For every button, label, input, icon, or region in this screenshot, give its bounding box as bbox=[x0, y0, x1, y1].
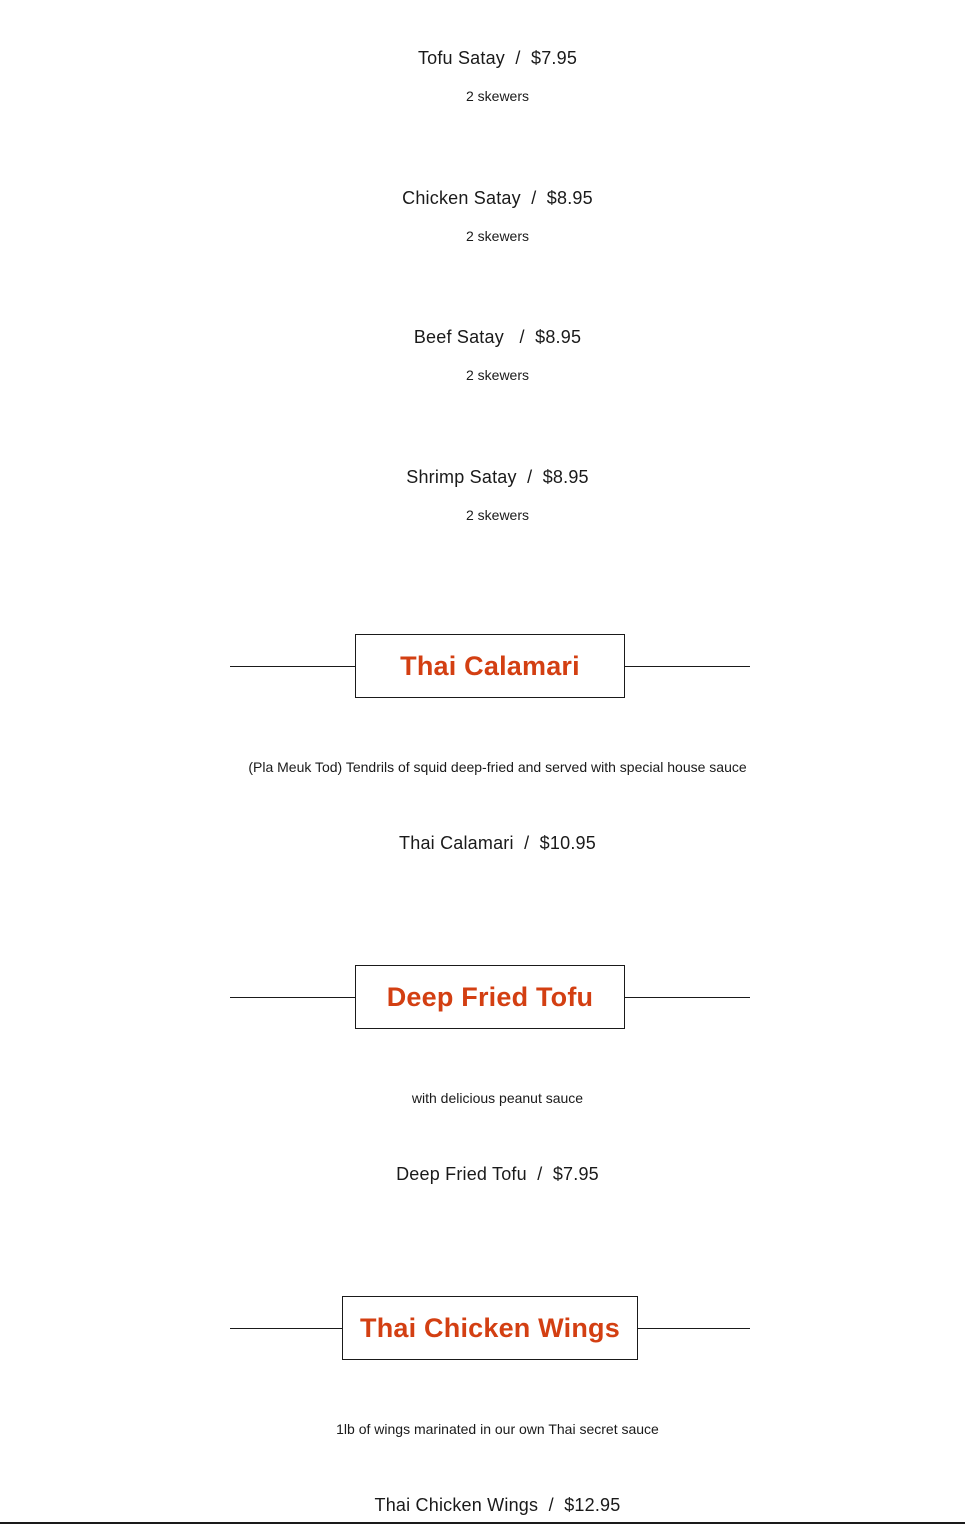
section-header-thai-calamari bbox=[230, 634, 750, 700]
section-description: with delicious peanut sauce bbox=[411, 1090, 584, 1106]
menu-item-note: 2 skewers bbox=[465, 88, 530, 104]
section-title: Thai Chicken Wings bbox=[360, 1312, 620, 1343]
section-title: Deep Fried Tofu bbox=[386, 981, 594, 1012]
section-title: Thai Calamari bbox=[400, 650, 580, 681]
section-title-box bbox=[342, 1296, 638, 1360]
menu-item-beef-satay: Beef Satay / $8.95 bbox=[413, 327, 582, 347]
menu-item-chicken-satay: Chicken Satay / $8.95 bbox=[402, 188, 593, 208]
section-description: 1lb of wings marinated in our own Thai secret sauce bbox=[336, 1421, 659, 1437]
menu-item-shrimp-satay: Shrimp Satay / $8.95 bbox=[406, 467, 589, 487]
divider-line-left bbox=[230, 1328, 342, 1329]
menu-item-note: 2 skewers bbox=[465, 228, 530, 244]
menu-item-deep-fried-tofu: Deep Fried Tofu / $7.95 bbox=[396, 1164, 599, 1184]
menu-item-thai-chicken-wings: Thai Chicken Wings / $12.95 bbox=[374, 1495, 621, 1515]
divider-line-right bbox=[625, 666, 750, 667]
menu-item-tofu-satay: Tofu Satay / $7.95 bbox=[417, 48, 578, 68]
menu-item-thai-calamari: Thai Calamari / $10.95 bbox=[399, 833, 596, 853]
divider-line-right bbox=[638, 1328, 750, 1329]
divider-line-right bbox=[625, 997, 750, 998]
section-description: (Pla Meuk Tod) Tendrils of squid deep-fried and served with special house sauce bbox=[248, 759, 747, 775]
section-title-box bbox=[355, 634, 625, 698]
section-header-deep-fried-tofu bbox=[230, 965, 750, 1031]
menu-item-note: 2 skewers bbox=[465, 367, 530, 383]
divider-line-left bbox=[230, 997, 355, 998]
menu-item-note: 2 skewers bbox=[465, 507, 530, 523]
divider-line-left bbox=[230, 666, 355, 667]
section-header-thai-chicken-wings bbox=[230, 1296, 750, 1362]
section-title-box bbox=[355, 965, 625, 1029]
